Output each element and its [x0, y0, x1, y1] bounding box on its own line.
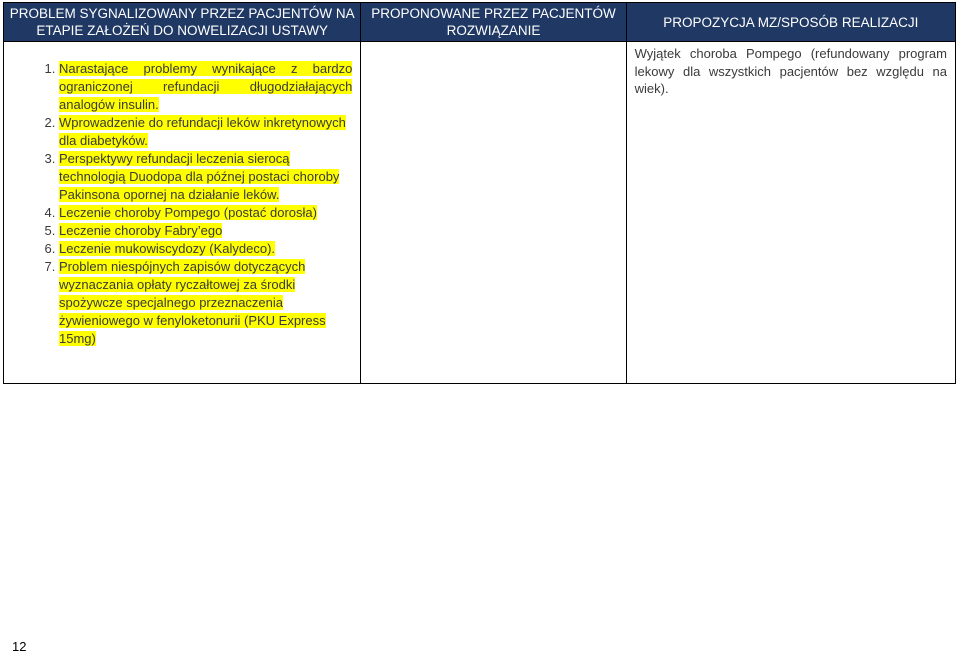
list-item — [59, 150, 352, 204]
header-problem: PROBLEM SYGNALIZOWANY PRZEZ PACJENTÓW NA ETAPIE ZAŁOŻEŃ DO NOWELIZACJI USTAWY — [4, 3, 361, 42]
list-item — [59, 240, 352, 258]
problem-text: Leczenie choroby Fabry’ego — [59, 223, 223, 238]
problems-cell — [4, 42, 361, 384]
table-header-row — [4, 3, 956, 42]
problems-list — [4, 60, 360, 348]
proposal-text: Wyjątek choroba Pompego (refundowany program lekowy dla wszystkich pacjentów bez względu na wiek). — [634, 46, 947, 96]
proposal-cell — [626, 42, 955, 384]
list-item — [59, 114, 352, 150]
header-ministry-proposal: PROPOZYCJA MZ/SPOSÓB REALIZACJI — [626, 3, 955, 42]
page-number: 12 — [12, 639, 27, 654]
problem-text: Leczenie choroby Pompego (postać dorosła) — [59, 205, 317, 220]
list-item — [59, 204, 352, 222]
problem-text: Narastające problemy wynikające z bardzo ograniczonej refundacji długodziałających analogów insulin. — [59, 61, 353, 112]
problem-text: Leczenie mukowiscydozy (Kalydeco). — [59, 241, 276, 256]
proposed-solution-cell — [361, 42, 626, 384]
problems-table — [3, 2, 956, 384]
problem-text: Wprowadzenie do refundacji leków inkretynowych dla diabetyków. — [59, 115, 346, 148]
list-item — [59, 60, 352, 114]
list-item — [59, 258, 352, 348]
header-proposed-solution: PROPONOWANE PRZEZ PACJENTÓW ROZWIĄZANIE — [361, 3, 626, 42]
problem-text: Problem niespójnych zapisów dotyczących wyznaczania opłaty ryczałtowej za środki spożywcze specjalnego przeznaczenia żywieniowego w fenyloketonurii (PKU Express 15mg) — [59, 259, 326, 346]
list-item — [59, 222, 352, 240]
problem-text: Perspektywy refundacji leczenia sierocą technologią Duodopa dla późnej postaci choroby Pakinsona opornej na działanie leków. — [59, 151, 340, 202]
table-row — [4, 42, 956, 384]
